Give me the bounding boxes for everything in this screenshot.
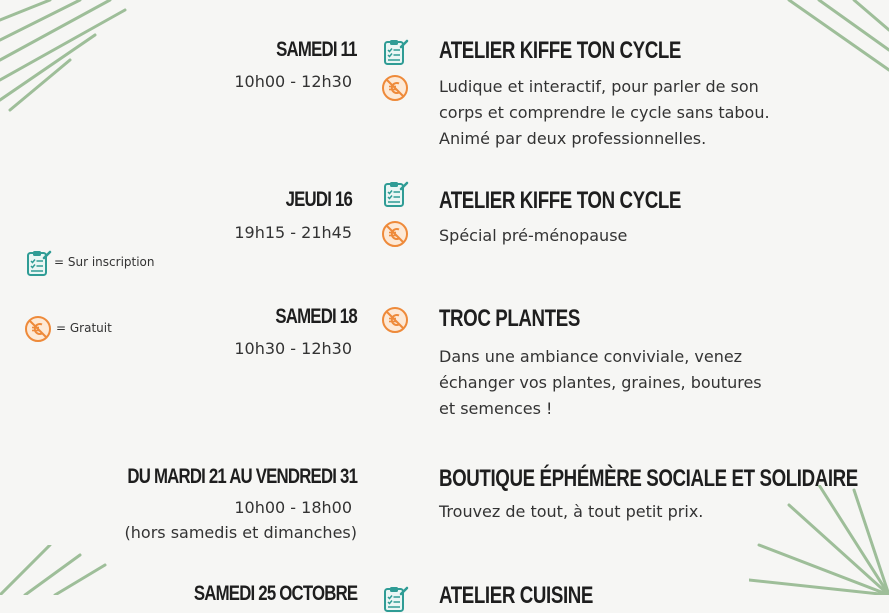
event-time: 19h15 - 21h45	[234, 223, 352, 242]
event-title: ATELIER CUISINE	[439, 582, 593, 609]
clipboard-check-icon	[24, 249, 52, 277]
legend-registration-label: = Sur inscription	[54, 255, 155, 269]
legend-free-label: = Gratuit	[56, 321, 112, 335]
event-date: SAMEDI 18	[275, 305, 357, 328]
event-description: Spécial pré-ménopause	[439, 226, 628, 245]
palm-leaf-top-left-icon	[0, 0, 130, 120]
event-time: 10h00 - 18h00	[234, 498, 352, 517]
no-euro-icon	[381, 220, 409, 248]
event-title: BOUTIQUE ÉPHÉMÈRE SOCIALE ET SOLIDAIRE	[439, 465, 858, 492]
event-title: ATELIER KIFFE TON CYCLE	[439, 187, 682, 214]
event-time: 10h30 - 12h30	[234, 339, 352, 358]
clipboard-check-icon	[381, 585, 409, 613]
no-euro-icon	[381, 74, 409, 102]
clipboard-check-icon	[381, 38, 409, 66]
event-date: JEUDI 16	[285, 188, 352, 211]
palm-leaf-top-right-icon	[779, 0, 889, 80]
palm-leaf-bottom-right-icon	[749, 485, 889, 595]
event-date: DU MARDI 21 AU VENDREDI 31	[127, 465, 357, 488]
event-title: TROC PLANTES	[439, 305, 580, 332]
event-description: Dans une ambiance conviviale, venez échanger vos plantes, graines, boutures et semences !	[439, 347, 762, 418]
event-time: 10h00 - 12h30	[234, 72, 352, 91]
no-euro-icon	[381, 306, 409, 334]
event-date: SAMEDI 25 OCTOBRE	[193, 582, 357, 605]
event-title: ATELIER KIFFE TON CYCLE	[439, 37, 682, 64]
event-description: Trouvez de tout, à tout petit prix.	[439, 502, 704, 521]
palm-leaf-bottom-left-icon	[0, 545, 110, 595]
event-date: SAMEDI 11	[276, 38, 357, 61]
event-time-note: (hors samedis et dimanches)	[124, 523, 357, 542]
no-euro-icon	[24, 315, 52, 343]
clipboard-check-icon	[381, 180, 409, 208]
event-description: Ludique et interactif, pour parler de son corps et comprendre le cycle sans tabou. Animé par deux professionnelles.	[439, 77, 770, 148]
